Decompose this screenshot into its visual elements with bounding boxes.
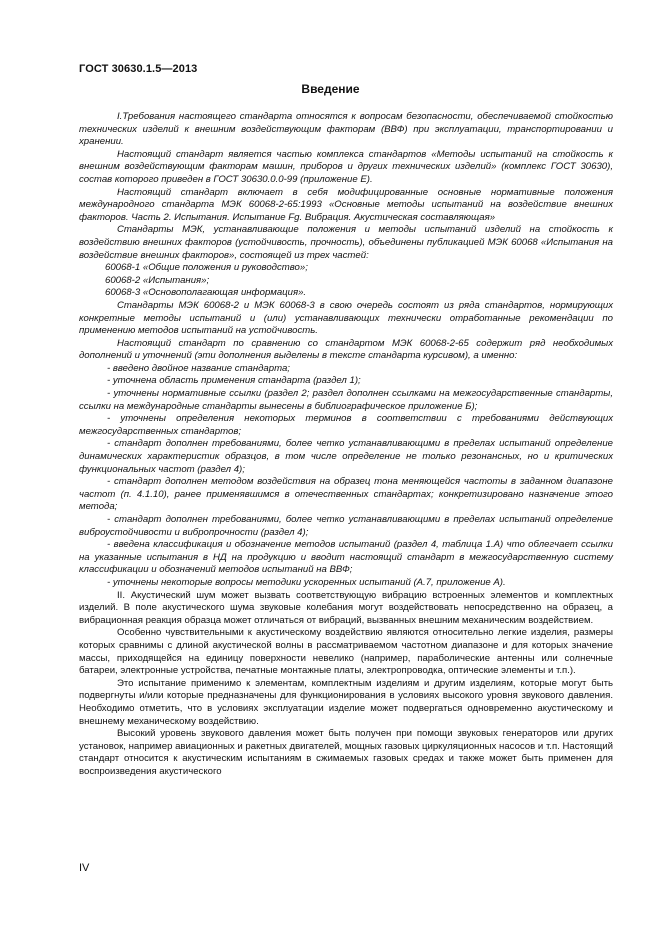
paragraph: 60068-3 «Основополагающая информация». xyxy=(105,287,307,299)
list-item: - уточнены нормативные ссылки (раздел 2; раздел дополнен ссылками на межгосударственные стандарты, ссылки на международные стандарты вынесены в библиографическое приложение Б); xyxy=(79,388,613,412)
paragraph: Настоящий стандарт включает в себя модифицированные основные нормативные положения международного стандарта МЭК 60068-2-65:1993 «Основные методы испытаний на воздействие внешних факторов. Часть 2. Испытания. Испытание Fg. Вибрация. Акустическая составляющая» xyxy=(79,186,613,223)
list-item: - введено двойное название стандарта; xyxy=(107,362,290,374)
paragraph: Это испытание применимо к элементам, комплектным изделиям и другим изделиям, которые могут быть подвергнуты и/или которые предназначены для функционирования в условиях высокого уровня звукового давления. Необходимо отметить, что в условиях эксплуатации изделие может подвергаться одновременно акустическому и внешнему механическому воздействию. xyxy=(79,677,613,727)
page-number: IV xyxy=(79,862,90,874)
paragraph: Стандарты МЭК, устанавливающие положения и методы испытаний изделий на стойкость к воздействию внешних факторов (устойчивость, прочность), объединены публикацией МЭК 60068 «Испытания на воздействие внешних факторов», состоящей из трех частей: xyxy=(79,224,613,261)
list-item: - введена классификация и обозначение методов испытаний (раздел 4, таблица 1.А) что облегчает ссылки на указанные испытания в НД на продукцию и вводит настоящий стандарт в межгосударственную систему классификации и обозначений методов испытаний на ВВФ; xyxy=(79,539,613,576)
list-item: - стандарт дополнен требованиями, более четко устанавливающими в пределах испытаний определение виброустойчивости и вибропрочности (раздел 4); xyxy=(79,514,613,538)
paragraph: I.Требования настоящего стандарта относятся к вопросам безопасности, обеспечиваемой стойкостью технических изделий к внешним воздействующим факторам (ВВФ) при эксплуатации, транспортировании и хранении. xyxy=(79,111,613,148)
document-header: ГОСТ 30630.1.5—2013 xyxy=(79,63,198,75)
list-item: - уточнены некоторые вопросы методики ускоренных испытаний (А.7, приложение А). xyxy=(107,576,506,588)
paragraph: 60068-2 «Испытания»; xyxy=(105,274,210,286)
paragraph: II. Акустический шум может вызвать соответствующую вибрацию встроенных элементов и комплектных изделий. В поле акустического шума звуковые колебания могут воздействовать непосредственно на образец, а вибрационная реакция образца может отличаться от вибраций, вызванных внешним механическим воздействием. xyxy=(79,589,613,626)
paragraph: 60068-1 «Общие положения и руководство»; xyxy=(105,262,308,274)
paragraph: Особенно чувствительными к акустическому воздействию являются относительно легкие изделия, размеры которых сравнимы с длиной акустической волны в рассматриваемом частотном диапазоне и для которых значение массы, приходящейся на единицу поверхности невелико (например, параболические антенны или солнечные батареи, электронные устройства, печатные монтажные платы, электропроводка, оптические элементы и т.п.). xyxy=(79,627,613,677)
list-item: - стандарт дополнен методом воздействия на образец тона меняющейся частоты в заданном диапазоне частот (п. 4.1.10), ранее применявшимся в отечественных стандартах; конкретизировано назначение этого метода; xyxy=(79,476,613,513)
list-item: - стандарт дополнен требованиями, более четко устанавливающими в пределах испытаний определение динамических характеристик образцов, в том числе определение не только резонансных, но и критических функциональных частот (раздел 4); xyxy=(79,438,613,475)
paragraph: Высокий уровень звукового давления может быть получен при помощи звуковых генераторов или других установок, например авиационных и ракетных двигателей, мощных газовых циркуляционных насосов и т.п. Настоящий стандарт относится к акустическим испытаниям в сжимаемых газовых средах и также может быть применен для воспроизведения акустического xyxy=(79,728,613,777)
paragraph: Настоящий стандарт является частью комплекса стандартов «Методы испытаний на стойкость к внешним воздействующим факторам машин, приборов и других технических изделий» (комплекс ГОСТ 30630), состав которого приведен в ГОСТ 30630.0.0-99 (приложение Е). xyxy=(79,148,613,185)
list-item: - уточнена область применения стандарта (раздел 1); xyxy=(107,375,361,387)
section-title: Введение xyxy=(301,82,360,96)
paragraph: Стандарты МЭК 60068-2 и МЭК 60068-3 в свою очередь состоят из ряда стандартов, нормирующих конкретные методы испытаний и (или) устанавливающих технически отработанные рекомендации по применению методов испытаний на устойчивость. xyxy=(79,299,613,337)
list-item: - уточнены определения некоторых терминов в соответствии с требованиями действующих межгосударственных стандартов; xyxy=(79,413,613,437)
paragraph: Настоящий стандарт по сравнению со стандартом МЭК 60068-2-65 содержит ряд необходимых дополнений и уточнений (эти дополнения выделены в тексте стандарта курсивом), а именно: xyxy=(79,337,613,362)
document-body xyxy=(79,111,613,778)
